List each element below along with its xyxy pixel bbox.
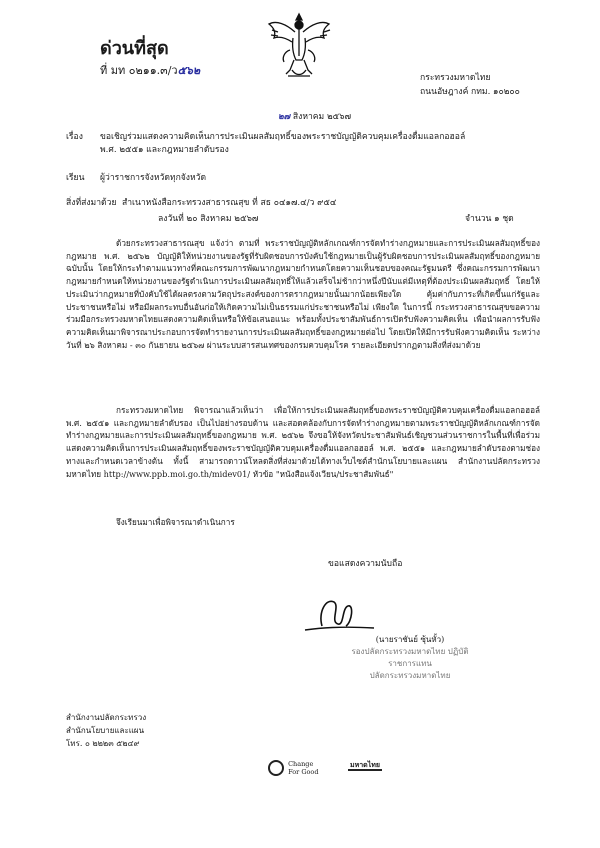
- signer-title-2: ปลัดกระทรวงมหาดไทย: [369, 671, 451, 680]
- logo1-line2: For Good: [288, 768, 319, 776]
- organization-name: กระทรวงมหาดไทย: [420, 73, 491, 83]
- organization-address: ถนนอัษฎางค์ กทม. ๑๐๒๐๐: [420, 87, 520, 97]
- office-phone: โทร. ๐ ๒๒๒๓ ๕๒๔๙: [66, 739, 140, 748]
- body-paragraph-1-text: ด้วยกระทรวงสาธารณสุข แจ้งว่า ตามที่ พระราชบัญญัติหลักเกณฑ์การจัดทำร่างกฎหมายและการประเมินผลสัมฤทธิ์ของกฎหมาย พ.ศ. ๒๕๖๒ บัญญัติให้หน่วยงานของรัฐที่รับผิดชอบการบังคับใช้กฎหมายเป็นผู้รับผิดชอบการประเมินผลสัมฤทธิ์ของกฎหมายฉบับนั้น โดยให้กระทำตามแนวทางที่คณะกรรมการพัฒนากฎหมายกำหนดโดยความเห็นชอบของคณะรัฐมนตรี ซึ่งคณะกรรมการพัฒนากฎหมายกำหนดให้หน่วยงานของรัฐดำเนินการประเมินผลสัมฤทธิ์ให้แล้วเสร็จไม่ช้ากว่าหนึ่งปีนับแต่มีเหตุที่ต้องประเมินผลสัมฤทธิ์ โดยให้ประเมินว่ากฎหมายที่บังคับใช้ได้ผลตรงตามวัตถุประสงค์ของการตรากฎหมายนั้นมากน้อยเพียงใด คุ้มค่ากับภาระที่เกิดขึ้นแก่รัฐและประชาชนหรือไม่ หรือมีผลกระทบอื่นอันก่อให้เกิดความไม่เป็นธรรมแก่ประชาชนหรือไม่ เพียงใด ในการนี้ กระทรวงสาธารณสุขขอความร่วมมือกระทรวงมหาดไทยแสดงความคิดเห็นหรือให้ข้อเสนอแนะ พร้อมทั้งประชาสัมพันธ์การเปิดรับฟังความคิดเห็น เพื่อนำผลการรับฟังความคิดเห็นมาพิจารณาประกอบการจัดทำรายงานการประเมินผลสัมฤทธิ์ของกฎหมายต่อไป โดยเปิดให้มีการรับฟังความคิดเห็น ระหว่างวันที่ ๒๖ สิงหาคม - ๓๐ กันยายน ๒๕๖๗ ผ่านระบบสารสนเทศของกรมควบคุมโรค รายละเอียดปรากฏตามสิ่งที่ส่งมาด้วย: [66, 238, 540, 350]
- moi-logo: [348, 760, 382, 771]
- signer-title-1: รองปลัดกระทรวงมหาดไทย ปฏิบัติราชการแทน: [351, 647, 469, 668]
- subject-label: เรื่อง: [66, 132, 83, 142]
- subject-line1: ขอเชิญร่วมแสดงความคิดเห็นการประเมินผลสัมฤทธิ์ของพระราชบัญญัติควบคุมเครื่องดื่มแอลกอฮอล์: [100, 132, 466, 142]
- subject-row: [66, 131, 546, 157]
- enclosure-text: สำเนาหนังสือกระทรวงสาธารณสุข ที่ สธ ๐๔๑๗.๔/ว ๙๕๔: [121, 198, 337, 208]
- enclosure-quantity: จำนวน ๑ ชุด: [465, 214, 514, 224]
- organization-block: [420, 71, 520, 99]
- office-line-1: สำนักงานปลัดกระทรวง: [66, 713, 147, 722]
- enclosure-label: สิ่งที่ส่งมาด้วย: [66, 198, 117, 208]
- closing-phrase: ขอแสดงความนับถือ: [328, 559, 403, 569]
- document-number-prefix: ที่ มท ๐๒๑๑.๓/ว: [100, 64, 178, 77]
- office-block: [66, 711, 146, 750]
- body-paragraph-3-text: จึงเรียนมาเพื่อพิจารณาดำเนินการ: [116, 517, 235, 527]
- recipient-label: เรียน: [66, 173, 85, 183]
- subject-line2: พ.ศ. ๒๕๕๑ และกฎหมายลำดับรอง: [100, 145, 229, 155]
- date-day-handwritten: ๒๗: [278, 112, 291, 122]
- recipient-text: ผู้ว่าราชการจังหวัดทุกจังหวัด: [100, 173, 207, 183]
- office-line-2: สำนักนโยบายและแผน: [66, 726, 145, 735]
- urgency-label: ด่วนที่สุด: [100, 38, 169, 59]
- signature: [300, 588, 380, 640]
- signer-name: (นายราชันย์ ซุ้นหั้ว): [375, 635, 445, 644]
- change-logo-icon: [268, 760, 284, 776]
- signer-block: [340, 634, 480, 682]
- enclosure-row: [66, 197, 546, 210]
- document-number: [100, 61, 200, 79]
- body-paragraph-2: [66, 404, 540, 480]
- body-paragraph-1: [66, 237, 540, 351]
- body-paragraph-2-text: กระทรวงมหาดไทย พิจารณาแล้วเห็นว่า เพื่อให้การประเมินผลสัมฤทธิ์ของพระราชบัญญัติควบคุมเครื่องดื่มแอลกอฮอล์ พ.ศ. ๒๕๕๑ และกฎหมายลำดับรอง เป็นไปอย่างรอบด้าน และสอดคล้องกับการจัดทำร่างกฎหมายตามพระราชบัญญัติหลักเกณฑ์การจัดทำร่างกฎหมายและการประเมินผลสัมฤทธิ์ของกฎหมาย พ.ศ. ๒๕๖๒ จึงขอให้จังหวัดประชาสัมพันธ์เชิญชวนส่วนราชการในพื้นที่เพื่อร่วมแสดงความคิดเห็นการประเมินผลสัมฤทธิ์ของพระราชบัญญัติควบคุมเครื่องดื่มแอลกอฮอล์ พ.ศ. ๒๕๕๑ และกฎหมายลำดับรองตามช่องทางและกำหนดเวลาข้างต้น ทั้งนี้ สามารถดาวน์โหลดสิ่งที่ส่งมาด้วยได้ทางเว็บไซต์สำนักนโยบายและแผน สำนักงานปลัดกระทรวงมหาดไทย http://www.ppb.moi.go.th/midev01/ หัวข้อ "หนังสือแจ้งเวียน/ประชาสัมพันธ์": [66, 405, 540, 479]
- document-number-handwritten: ๕๖๒: [177, 64, 201, 77]
- moi-logo-text: มหาดไทย: [350, 760, 380, 769]
- body-paragraph-3: [66, 516, 540, 529]
- garuda-emblem-icon: [266, 10, 332, 82]
- logo1-line1: Change: [288, 760, 314, 768]
- recipient-row: [66, 172, 206, 185]
- change-for-good-logo: [268, 760, 319, 776]
- enclosure-ref-date: ลงวันที่ ๒๐ สิงหาคม ๒๕๖๗: [158, 214, 259, 224]
- document-date: [278, 109, 351, 123]
- date-month-year: สิงหาคม ๒๕๖๗: [292, 112, 352, 122]
